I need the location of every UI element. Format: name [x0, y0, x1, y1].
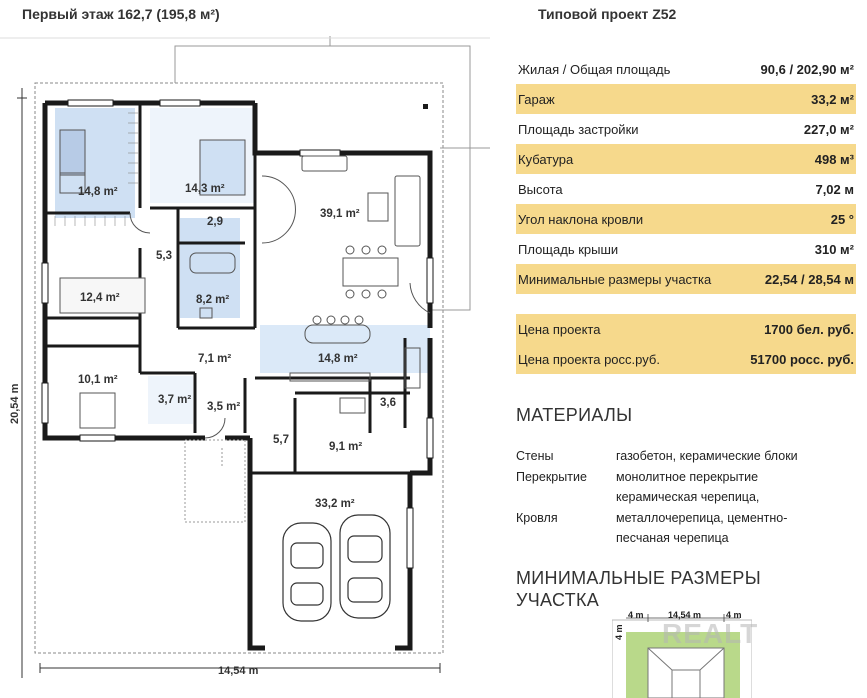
materials-key: Кровля [516, 510, 558, 525]
materials-key: Перекрытие [516, 469, 587, 484]
watermark: REALT [662, 618, 759, 649]
price-row [516, 344, 856, 374]
spec-value: 33,2 м² [811, 91, 854, 107]
spec-label: Кубатура [518, 151, 574, 167]
materials-row [516, 446, 846, 467]
plan-title: Первый этаж 162,7 (195,8 м²) [22, 6, 220, 22]
room-hall-2: 7,1 m² [198, 353, 232, 365]
spec-label: Гараж [518, 91, 555, 107]
spec-value: 25 ° [830, 211, 854, 227]
spec-value: 22,54 / 28,54 м [764, 271, 854, 287]
room-utility: 9,1 m² [329, 441, 363, 453]
room-bedroom-4: 10,1 m² [78, 374, 118, 386]
plot-dim-right: 4 m [726, 610, 742, 620]
room-wc: 2,9 [207, 216, 223, 228]
spec-row [516, 174, 856, 204]
price-table [516, 314, 856, 374]
spec-value: 90,6 / 202,90 м² [760, 61, 854, 77]
price-label: Цена проекта [518, 321, 601, 337]
spec-table [516, 54, 856, 294]
materials-value: монолитное перекрытие [616, 469, 759, 484]
spec-row [516, 144, 856, 174]
room-tech: 5,7 [273, 434, 289, 446]
materials-heading: МАТЕРИАЛЫ [516, 405, 633, 425]
materials-row [516, 487, 846, 508]
spec-label: Высота [518, 181, 563, 197]
materials-value: керамическая черепица, [616, 490, 760, 504]
room-hall-1: 5,3 [156, 250, 172, 262]
price-row [516, 314, 856, 344]
spec-label: Жилая / Общая площадь [518, 61, 671, 77]
plan-width-dimension: 14,54 m [218, 665, 259, 677]
spec-label: Площадь застройки [518, 121, 639, 137]
room-entry: 3,5 m² [207, 401, 241, 413]
spec-value: 310 м² [814, 241, 854, 257]
spec-label: Площадь крыши [518, 241, 619, 257]
spec-row [516, 204, 856, 234]
spec-row [516, 84, 856, 114]
price-value: 1700 бел. руб. [764, 321, 854, 337]
plot-dim-vertical: 4 m [614, 624, 624, 640]
materials-key [516, 487, 616, 508]
spec-row [516, 264, 856, 294]
materials-value: металлочерепица, цементно- [616, 510, 788, 525]
floor-plan [0, 28, 490, 698]
plan-height-dimension: 20,54 m [9, 383, 21, 424]
site-line [175, 46, 470, 83]
materials-key: Стены [516, 449, 554, 463]
plot-dim-left: 4 m [628, 610, 644, 620]
project-title: Типовой проект Z52 [538, 6, 677, 22]
price-value: 51700 росс. руб. [750, 351, 854, 367]
spec-value: 7,02 м [815, 181, 854, 197]
room-pantry: 3,6 [380, 397, 396, 409]
room-kitchen: 14,8 m² [318, 353, 358, 365]
room-bedroom-3: 12,4 m² [80, 292, 120, 304]
materials-row [516, 508, 846, 529]
materials-value: газобетон, керамические блоки [616, 449, 798, 463]
spec-value: 498 м³ [814, 151, 854, 167]
spec-value: 227,0 м² [803, 121, 854, 137]
materials-key [516, 528, 616, 549]
materials-value: песчаная черепица [616, 531, 729, 545]
room-bathroom: 8,2 m² [196, 294, 230, 306]
spec-label: Минимальные размеры участка [518, 271, 712, 287]
cars [283, 515, 390, 621]
materials-table [516, 446, 846, 549]
room-garage: 33,2 m² [315, 498, 355, 510]
plot-dim-middle: 14,54 m [668, 610, 702, 620]
spec-label: Угол наклона кровли [518, 211, 644, 227]
porch [185, 440, 245, 522]
price-label: Цена проекта росс.руб. [518, 351, 660, 367]
spec-row [516, 54, 856, 84]
room-living: 39,1 m² [320, 208, 360, 220]
room-bedroom-2: 14,3 m² [185, 183, 225, 195]
materials-row [516, 528, 846, 549]
room-bathroom-2: 3,7 m² [158, 394, 192, 406]
floor-plan-drawing [0, 28, 490, 698]
materials-row [516, 467, 846, 488]
spec-row [516, 114, 856, 144]
spec-row [516, 234, 856, 264]
room-bedroom-1: 14,8 m² [78, 186, 118, 198]
plot-size-heading: МИНИМАЛЬНЫЕ РАЗМЕРЫ УЧАСТКА [516, 568, 761, 610]
